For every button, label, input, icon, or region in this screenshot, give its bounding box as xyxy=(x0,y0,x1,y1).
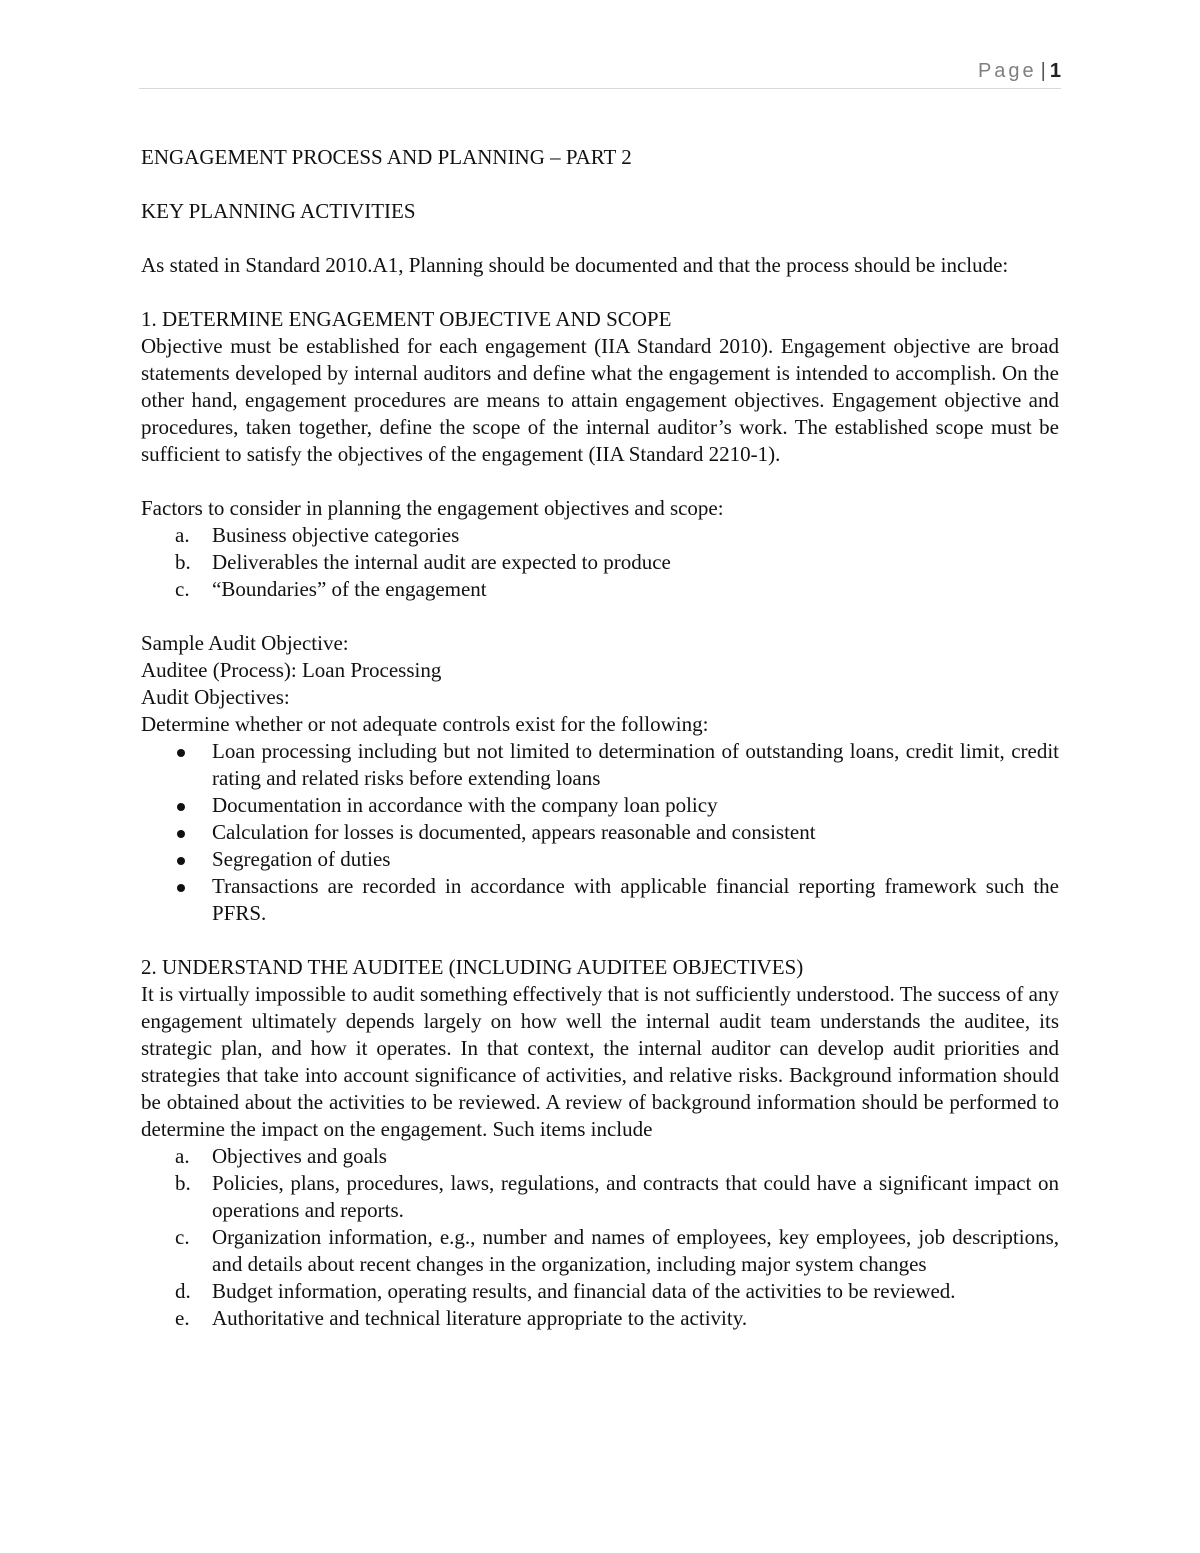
list-marker: e. xyxy=(175,1306,190,1330)
bullet-icon xyxy=(177,884,185,892)
list-item xyxy=(141,1278,1059,1305)
list-item xyxy=(141,738,1059,792)
list-item-text: Authoritative and technical literature appropriate to the activity. xyxy=(212,1306,748,1330)
bullet-icon xyxy=(177,857,185,865)
list-item-text: Policies, plans, procedures, laws, regulations, and contracts that could have a significant impact on operations and reports. xyxy=(212,1171,1059,1222)
list-marker: b. xyxy=(175,550,191,574)
section2-body: It is virtually impossible to audit something effectively that is not sufficiently understood. The success of any engagement ultimately depends largely on how well the internal audit team understands the auditee, its strategic plan, and how it operates. In that context, the internal auditor can develop audit priorities and strategies that take into account significance of activities, and relative risks. Background information should be obtained about the activities to be reviewed. A review of background information should be performed to determine the impact on the engagement. Such items include xyxy=(141,982,1059,1141)
list-item xyxy=(141,1170,1059,1224)
list-item-text: Organization information, e.g., number and names of employees, key employees, job descriptions, and details about recent changes in the organization, including major system changes xyxy=(212,1225,1059,1276)
auditee-line: Auditee (Process): Loan Processing xyxy=(141,658,442,682)
list-item xyxy=(141,1224,1059,1278)
intro-paragraph: As stated in Standard 2010.A1, Planning should be documented and that the process should be include: xyxy=(141,253,1009,277)
list-marker: c. xyxy=(175,1225,190,1249)
list-item xyxy=(141,576,1059,603)
bullet-icon xyxy=(177,803,185,811)
determine-intro: Determine whether or not adequate controls exist for the following: xyxy=(141,712,709,736)
list-item-text: Transactions are recorded in accordance with applicable financial reporting framework such the PFRS. xyxy=(212,874,1059,925)
factors-list xyxy=(141,522,1059,603)
list-item-text: Deliverables the internal audit are expected to produce xyxy=(212,550,671,574)
background-items-list xyxy=(141,1143,1059,1332)
section1-body: Objective must be established for each engagement (IIA Standard 2010). Engagement objective are broad statements developed by internal auditors and define what the engagement is intended to accomplish. On the other hand, engagement procedures are means to attain engagement objectives. Engagement objective and procedures, taken together, define the scope of the internal auditor’s work. The established scope must be sufficient to satisfy the objectives of the engagement (IIA Standard 2210-1). xyxy=(141,334,1059,466)
factors-intro: Factors to consider in planning the engagement objectives and scope: xyxy=(141,496,724,520)
section1-heading: 1. DETERMINE ENGAGEMENT OBJECTIVE AND SCOPE xyxy=(141,307,672,331)
page-number: 1 xyxy=(1049,60,1061,82)
list-item xyxy=(141,1305,1059,1332)
list-item-text: Loan processing including but not limited to determination of outstanding loans, credit limit, credit rating and related risks before extending loans xyxy=(212,739,1059,790)
list-item xyxy=(141,846,1059,873)
sample-title: Sample Audit Objective: xyxy=(141,631,349,655)
document-title: ENGAGEMENT PROCESS AND PLANNING – PART 2 xyxy=(141,145,632,169)
bullet-icon xyxy=(177,830,185,838)
page-separator: | xyxy=(1040,60,1046,82)
list-marker: b. xyxy=(175,1171,191,1195)
list-item xyxy=(141,792,1059,819)
list-marker: a. xyxy=(175,1144,190,1168)
document-subtitle: KEY PLANNING ACTIVITIES xyxy=(141,199,416,223)
list-item-text: Budget information, operating results, and financial data of the activities to be reviewed. xyxy=(212,1279,956,1303)
list-item xyxy=(141,819,1059,846)
list-marker: a. xyxy=(175,523,190,547)
list-item xyxy=(141,1143,1059,1170)
list-item xyxy=(141,873,1059,927)
section2-heading: 2. UNDERSTAND THE AUDITEE (INCLUDING AUDITEE OBJECTIVES) xyxy=(141,955,804,979)
list-item xyxy=(141,522,1059,549)
list-item-text: Objectives and goals xyxy=(212,1144,387,1168)
list-item-text: Documentation in accordance with the company loan policy xyxy=(212,793,718,817)
list-marker: c. xyxy=(175,577,190,601)
audit-objectives-label: Audit Objectives: xyxy=(141,685,290,709)
document-body xyxy=(141,144,1059,1332)
list-item-text: Segregation of duties xyxy=(212,847,391,871)
page-word: Page xyxy=(977,60,1037,82)
list-item-text: Business objective categories xyxy=(212,523,460,547)
list-item-text: “Boundaries” of the engagement xyxy=(212,577,487,601)
page-number-label xyxy=(978,60,1061,83)
bullet-icon xyxy=(177,749,185,757)
list-marker: d. xyxy=(175,1279,191,1303)
page-header xyxy=(139,58,1061,89)
list-item xyxy=(141,549,1059,576)
objectives-bullet-list xyxy=(141,738,1059,927)
list-item-text: Calculation for losses is documented, appears reasonable and consistent xyxy=(212,820,816,844)
